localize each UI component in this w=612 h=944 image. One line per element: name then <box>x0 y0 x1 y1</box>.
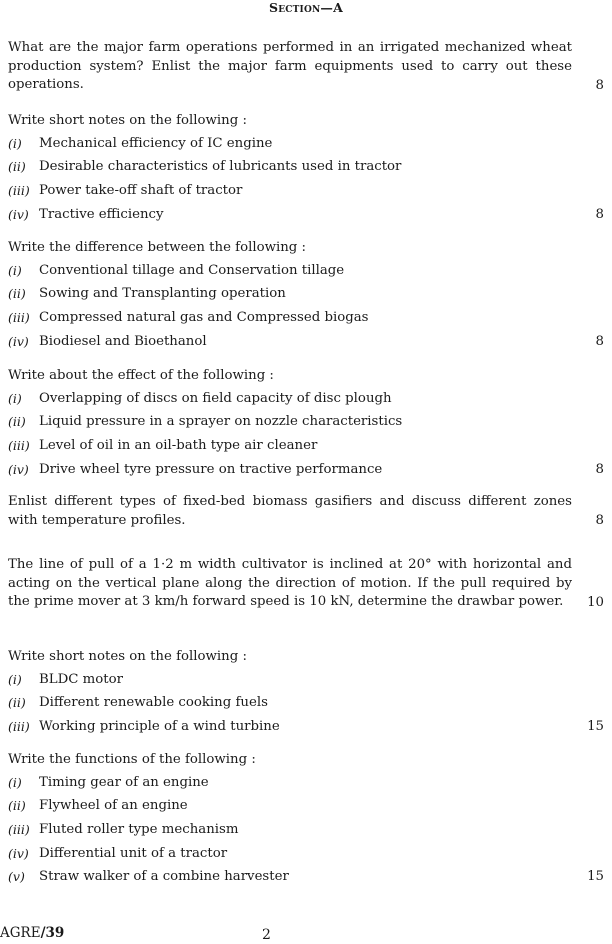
item-text: Mechanical efficiency of IC engine <box>39 135 273 151</box>
list-item <box>8 203 604 227</box>
list-item <box>8 458 604 482</box>
question-4 <box>8 365 604 481</box>
section-title: Section—A <box>268 0 344 15</box>
list-item <box>8 842 604 866</box>
question-8-marks: 15 <box>587 869 604 885</box>
item-number: (iii) <box>8 437 30 453</box>
list-item <box>8 179 604 203</box>
item-text: Level of oil in an oil-bath type air cleaner <box>39 437 318 453</box>
list-item <box>8 132 604 156</box>
item-text: Timing gear of an engine <box>39 774 209 790</box>
list-item <box>8 156 604 180</box>
item-text: Compressed natural gas and Compressed biogas <box>39 309 369 325</box>
item-text: Sowing and Transplanting operation <box>39 286 286 302</box>
question-6-stem: The line of pull of a 1·2 m width cultivator is inclined at 20° with horizontal and acting on the vertical plane along the direction of motion. If the pull required by the prime mover at 3 km/h forward speed is 10 kN, determine the drawbar power. <box>8 557 572 609</box>
item-number: (iii) <box>8 821 30 837</box>
question-4-marks: 8 <box>595 461 604 477</box>
item-number: (iv) <box>8 845 29 861</box>
list-item <box>8 330 604 354</box>
question-1-stem: What are the major farm operations performed in an irrigated mechanized wheat production system? Enlist the major farm equipments used to carry out these operations. <box>8 40 572 92</box>
item-number: (i) <box>8 390 22 406</box>
item-text: Differential unit of a tractor <box>39 845 228 861</box>
question-7-stem: Write short notes on the following : <box>8 649 247 664</box>
item-number: (ii) <box>8 414 26 430</box>
item-number: (ii) <box>8 286 26 302</box>
item-text: Power take-off shaft of tractor <box>39 182 243 198</box>
paper-code <box>0 925 64 941</box>
item-number: (ii) <box>8 159 26 175</box>
page-number: 2 <box>262 927 271 943</box>
list-item <box>8 818 604 842</box>
question-2-stem: Write short notes on the following : <box>8 113 247 128</box>
question-5 <box>8 493 604 530</box>
item-text: Tractive efficiency <box>39 206 164 222</box>
list-item <box>8 715 604 739</box>
question-3-marks: 8 <box>595 333 604 349</box>
question-8-stem: Write the functions of the following : <box>8 752 256 767</box>
item-number: (iii) <box>8 182 30 198</box>
item-text: Drive wheel tyre pressure on tractive performance <box>39 461 383 477</box>
list-item <box>8 771 604 795</box>
item-text: BLDC motor <box>39 671 123 687</box>
list-item <box>8 795 604 819</box>
question-5-stem: Enlist different types of fixed-bed biomass gasifiers and discuss different zones with temperature profiles. <box>8 494 572 528</box>
paper-code-suffix: /39 <box>40 925 65 941</box>
item-text: Biodiesel and Bioethanol <box>39 333 207 349</box>
question-5-marks: 8 <box>595 513 604 528</box>
item-text: Flywheel of an engine <box>39 798 188 814</box>
question-8 <box>8 749 604 889</box>
question-1-marks: 8 <box>595 77 604 93</box>
question-7 <box>8 646 604 739</box>
item-number: (iv) <box>8 333 29 349</box>
item-text: Different renewable cooking fuels <box>39 695 268 711</box>
question-6-marks: 10 <box>587 594 604 610</box>
list-item <box>8 306 604 330</box>
item-number: (iv) <box>8 206 29 222</box>
item-number: (ii) <box>8 798 26 814</box>
item-number: (iii) <box>8 309 30 325</box>
item-number: (i) <box>8 262 22 278</box>
question-1 <box>8 39 604 95</box>
list-item <box>8 259 604 283</box>
item-number: (i) <box>8 774 22 790</box>
list-item <box>8 865 604 889</box>
list-item <box>8 434 604 458</box>
item-text: Working principle of a wind turbine <box>39 718 280 734</box>
item-number: (iii) <box>8 718 30 734</box>
item-text: Conventional tillage and Conservation tillage <box>39 262 345 278</box>
item-text: Liquid pressure in a sprayer on nozzle characteristics <box>39 414 403 430</box>
question-6 <box>8 556 604 612</box>
question-3-stem: Write the difference between the following : <box>8 240 307 255</box>
item-text: Fluted roller type mechanism <box>39 821 239 837</box>
item-number: (v) <box>8 869 25 885</box>
item-number: (iv) <box>8 461 29 477</box>
question-2-marks: 8 <box>595 206 604 222</box>
item-number: (ii) <box>8 695 26 711</box>
item-number: (i) <box>8 671 22 687</box>
question-3 <box>8 237 604 353</box>
list-item <box>8 668 604 692</box>
list-item <box>8 387 604 411</box>
item-text: Desirable characteristics of lubricants used in tractor <box>39 159 402 175</box>
item-text: Overlapping of discs on field capacity of disc plough <box>39 390 392 406</box>
list-item <box>8 411 604 435</box>
question-4-stem: Write about the effect of the following : <box>8 368 274 383</box>
paper-code-prefix: AGRE <box>0 925 41 941</box>
item-text: Straw walker of a combine harvester <box>39 869 289 885</box>
question-2 <box>8 110 604 226</box>
question-7-marks: 15 <box>587 718 604 734</box>
list-item <box>8 283 604 307</box>
item-number: (i) <box>8 135 22 151</box>
list-item <box>8 692 604 716</box>
